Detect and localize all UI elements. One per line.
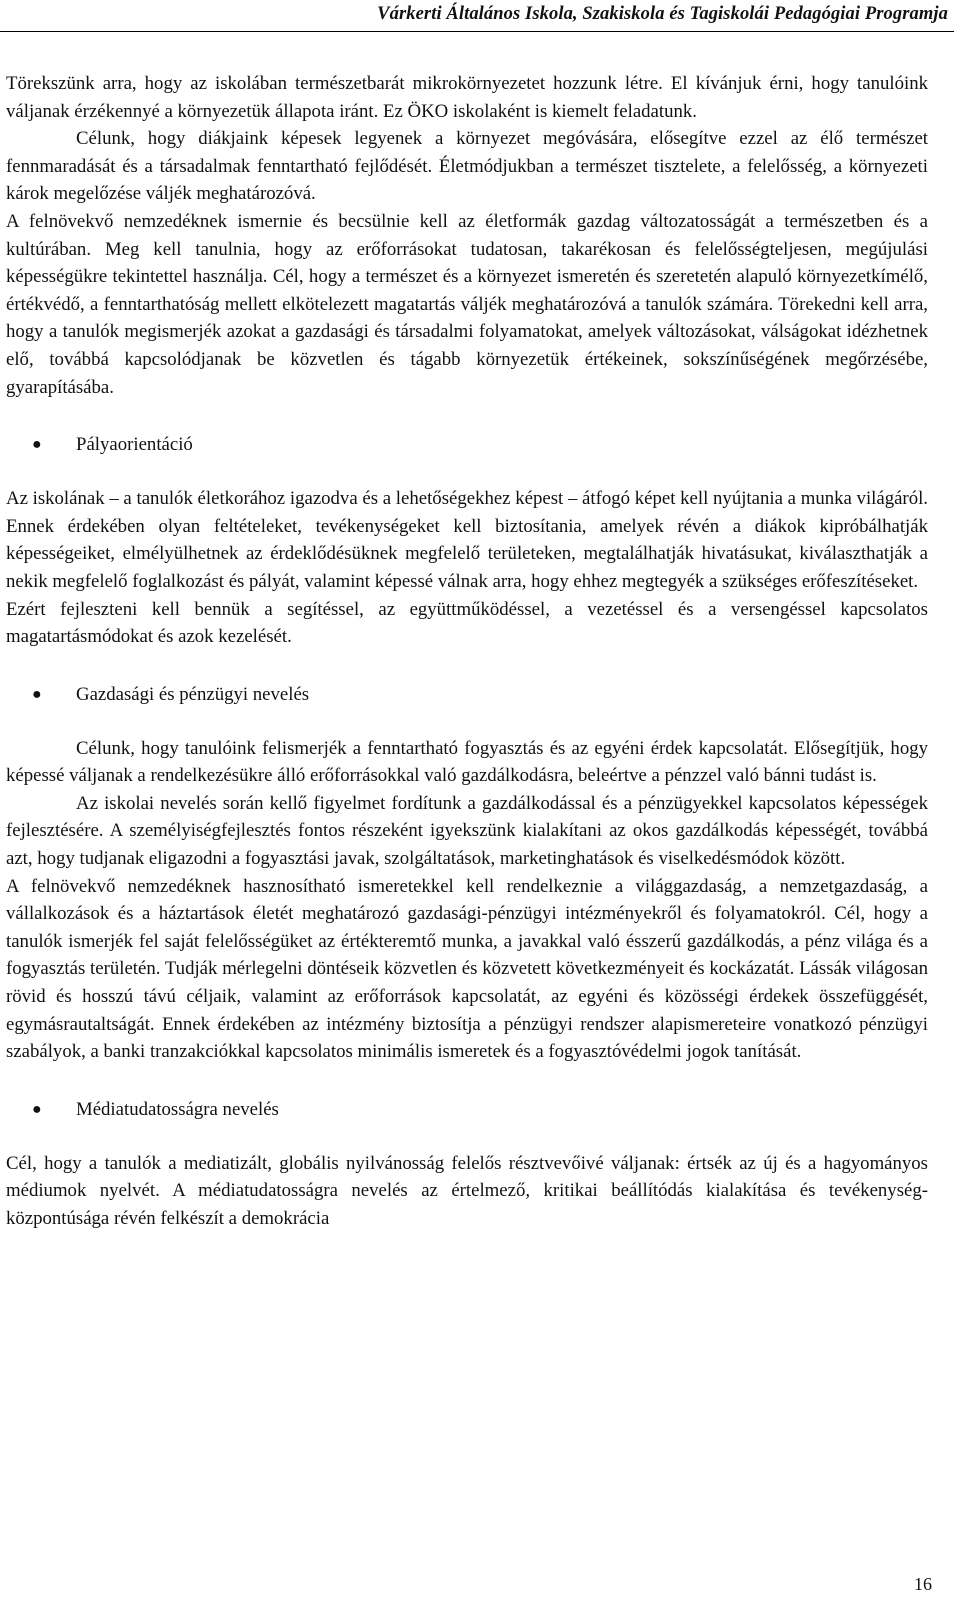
document-body: [6, 70, 928, 1233]
page-number: 16: [914, 1574, 932, 1594]
section-heading: [6, 431, 928, 459]
bullet-icon: ●: [32, 685, 42, 703]
header-rule: [0, 31, 954, 32]
paragraph: Célunk, hogy diákjaink képesek legyenek a környezet megóvására, elősegítve ezzel az élő természet fennmaradását és a társadalmak fenntartható fejlődését. Életmódjukban a természet tisztelete, a felelősség, a környezeti károk megelőzése váljék meghatározóvá.: [6, 128, 928, 205]
paragraph: Célunk, hogy tanulóink felismerjék a fenntartható fogyasztás és az egyéni érdek kapcsolatát. Elősegítjük, hogy képessé váljanak a rendelkezésükre álló erőforrásokkal való gazdálkodásra, beleértve a pénzzel való bánni tudást is.: [6, 737, 928, 787]
paragraph: A felnövekvő nemzedéknek hasznosítható ismeretekkel kell rendelkeznie a világgazdaság, a nemzetgazdaság, a vállalkozások és a háztartások életét meghatározó gazdasági-pénzügyi intézményekről és folyamatokról. Cél, hogy a tanulók ismerjék fel saját felelősségüket az értékteremtő munka, a javakkal való ésszerű gazdálkodás, a pénz világa és a fogyasztás területén. Tudják mérlegelni döntéseik közvetlen és közvetett következményeit és kockázatát. Lássák világosan rövid és hosszú távú céljaik, valamint az erőforrások kapcsolatát, az egyéni és közösségi érdekek összefüggését, egymásrautaltságát. Ennek érdekében az intézmény biztosítja a pénzügyi rendszer alapismereteire vonatkozó pénzügyi szabályok, a banki tranzakciókkal kapcsolatos minimális ismeretek és a fogyasztóvédelmi jogok tanítását.: [6, 875, 928, 1063]
paragraph: Cél, hogy a tanulók a mediatizált, globális nyilvánosság felelős résztvevőivé váljanak: értsék az új és a hagyományos médiumok nyelvét. A médiatudatosságra nevelés az értelmező, kritikai beállítódás kialakítása és tevékenység-központúsága révén felkészít a demokrácia: [6, 1152, 928, 1229]
bullet-icon: ●: [32, 1100, 42, 1118]
section-heading-text: Gazdasági és pénzügyi nevelés: [76, 683, 310, 705]
paragraph: Törekszünk arra, hogy az iskolában természetbarát mikrokörnyezetet hozzunk létre. El kívánjuk érni, hogy tanulóink váljanak érzékennyé a környezetük állapota iránt. Ez ÖKO iskolaként is kiemelt feladatunk.: [6, 73, 928, 122]
paragraph: Az iskolának – a tanulók életkorához igazodva és a lehetőségekhez képest – átfogó képet kell nyújtania a munka világáról. Ennek érdekében olyan feltételeket, tevékenységeket kell biztosítania, amelyek révén a diákok kipróbálhatják képességeiket, elmélyülhetnek az érdeklődésüknek megfelelő területeken, megtalálhatják hivatásukat, kiválaszthatják a nekik megfelelő foglalkozást és pályát, valamint képessé válnak arra, hogy ehhez megtegyék a szükséges erőfeszítéseket.: [6, 488, 928, 592]
paragraph: Ezért fejleszteni kell bennük a segítéssel, az együttműködéssel, a vezetéssel és a versengéssel kapcsolatos magatartásmódokat és azok kezelését.: [6, 598, 928, 648]
bullet-icon: ●: [32, 436, 42, 454]
section-heading-text: Pályaorientáció: [76, 434, 193, 456]
running-header: Várkerti Általános Iskola, Szakiskola és Tagiskolái Pedagógiai Programja: [377, 4, 948, 24]
paragraph: A felnövekvő nemzedéknek ismernie és becsülnie kell az életformák gazdag változatosságát a természetben és a kultúrában. Meg kell tanulnia, hogy az erőforrásokat tudatosan, takarékosan és felelősségteljesen, megújulási képességükre tekintettel használja. Cél, hogy a természet és a környezet ismeretén és szeretetén alapuló környezetkímélő, értékvédő, a fenntarthatóság mellett elkötelezett magatartás váljék meghatározóvá a tanulók számára. Törekedni kell arra, hogy a tanulók megismerjék azokat a gazdasági és társadalmi folyamatokat, amelyek változásokat, válságokat idézhetnek elő, továbbá kapcsolódjanak be közvetlen és tágabb környezetük értékeinek, sokszínűségének megőrzésébe, gyarapításába.: [6, 210, 928, 398]
section-heading: [6, 1096, 928, 1124]
paragraph: Az iskolai nevelés során kellő figyelmet fordítunk a gazdálkodással és a pénzügyekkel kapcsolatos képességek fejlesztésére. A személyiségfejlesztés fontos részeként igyekszünk kialakítani az okos gazdálkodás képességét, továbbá azt, hogy tudjanak eligazodni a fogyasztási javak, szolgáltatások, marketinghatások és viselkedésmódok között.: [6, 792, 928, 870]
section-heading-text: Médiatudatosságra nevelés: [76, 1098, 279, 1120]
section-heading: [6, 681, 928, 709]
